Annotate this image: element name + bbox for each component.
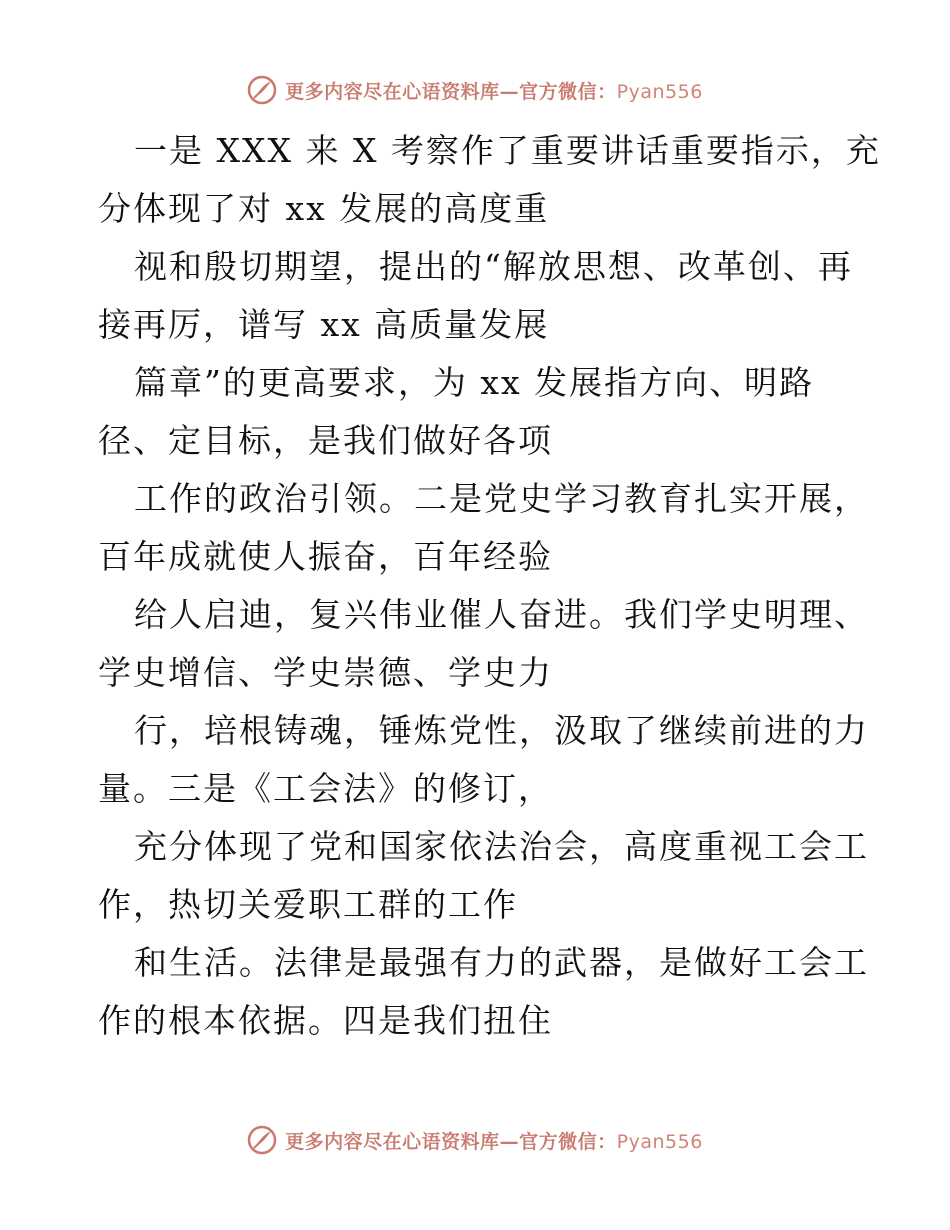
text-line: 作，热切关爱职工群的工作 bbox=[98, 885, 518, 924]
watermark-text: 更多内容尽在心语资料库—官方微信：Pyan556 bbox=[285, 80, 703, 103]
text-line: 充分体现了党和国家依法治会，高度重视工会工 bbox=[134, 827, 869, 866]
watermark-handle: Pyan556 bbox=[616, 1130, 703, 1153]
header-watermark bbox=[0, 72, 950, 108]
quill-pen-icon bbox=[247, 1125, 277, 1155]
document-body bbox=[98, 122, 881, 1050]
text-line: 分体现了对 xx 发展的高度重 bbox=[98, 189, 550, 228]
text-line: 径、定目标，是我们做好各项 bbox=[98, 421, 553, 460]
text-line: 作的根本依据。四是我们扭住 bbox=[98, 1001, 553, 1040]
text-line: 学史增信、学史崇德、学史力 bbox=[98, 653, 553, 692]
watermark-text: 更多内容尽在心语资料库—官方微信：Pyan556 bbox=[285, 1130, 703, 1153]
text-line: 给人启迪，复兴伟业催人奋进。我们学史明理、 bbox=[134, 595, 869, 634]
text-line: 一是 XXX 来 X 考察作了重要讲话重要指示，充 bbox=[134, 131, 881, 170]
footer-watermark bbox=[0, 1122, 950, 1158]
text-line: 篇章”的更高要求，为 xx 发展指方向、明路 bbox=[134, 363, 815, 402]
text-line: 接再厉，谱写 xx 高质量发展 bbox=[98, 305, 550, 344]
text-line: 量。三是《工会法》的修订， bbox=[98, 769, 553, 808]
text-line: 百年成就使人振奋，百年经验 bbox=[98, 537, 553, 576]
text-line: 视和殷切期望，提出的“解放思想、改革创、再 bbox=[134, 247, 853, 286]
text-line: 工作的政治引领。二是党史学习教育扎实开展， bbox=[134, 479, 869, 518]
text-line: 和生活。法律是最强有力的武器，是做好工会工 bbox=[134, 943, 869, 982]
watermark-handle: Pyan556 bbox=[616, 80, 703, 103]
quill-pen-icon bbox=[247, 75, 277, 105]
text-line: 行，培根铸魂，锤炼党性，汲取了继续前进的力 bbox=[134, 711, 869, 750]
